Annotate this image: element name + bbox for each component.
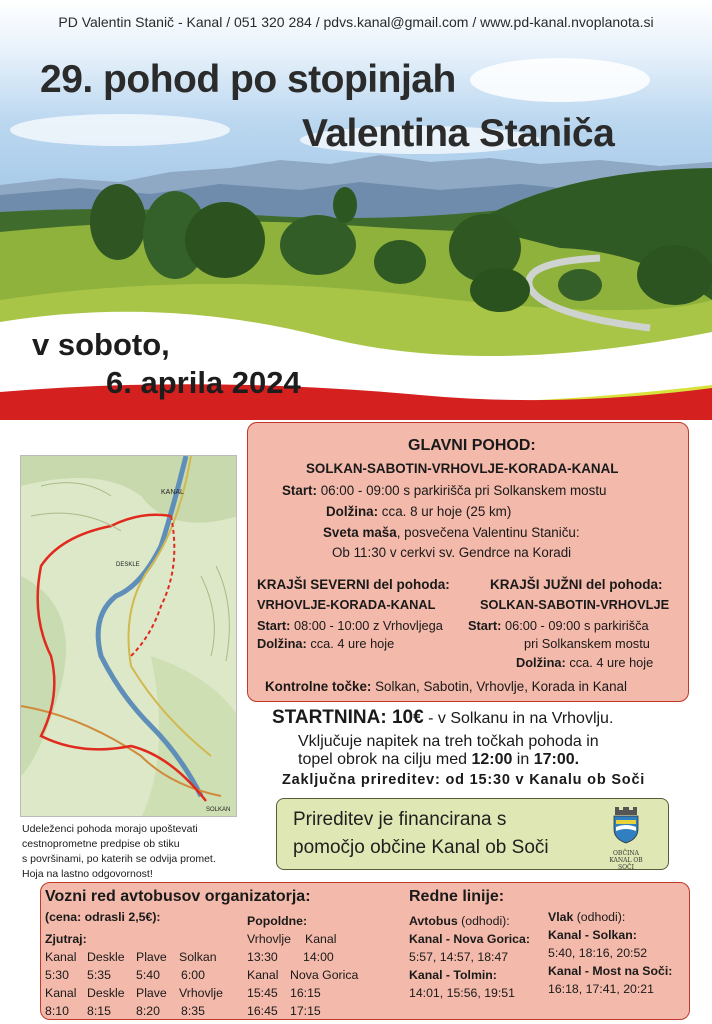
crest-caption-line2: KANAL OB SOČI (609, 857, 643, 871)
morning-label: Zjutraj: (45, 932, 87, 946)
south-route-path: SOLKAN-SABOTIN-VRHOVLJE (480, 597, 670, 612)
event-title-line1: 29. pohod po stopinjah (40, 58, 456, 101)
south-route-length: Dolžina: cca. 4 ure hoje (516, 655, 654, 670)
bus-schedule-box (40, 882, 690, 1020)
train-route-most: Kanal - Most na Soči: (548, 964, 673, 978)
bus-times-nova-gorica: 5:57, 14:57, 18:47 (409, 950, 509, 964)
afternoon-cell: Vrhovlje (247, 932, 291, 946)
train-times-solkan: 5:40, 18:16, 20:52 (548, 946, 648, 960)
route-map (20, 455, 237, 817)
organizer-bus-price: (cena: odrasli 2,5€): (45, 910, 161, 924)
morning-cell: Plave (136, 950, 167, 964)
main-route-mass-time: Ob 11:30 v cerkvi sv. Gendrce na Koradi (332, 545, 572, 560)
bus-label: Avtobus (odhodi): (409, 914, 510, 928)
morning-cell: Kanal (45, 950, 77, 964)
participant-note: Udeleženci pohoda morajo upoštevati cestnoprometne predpise ob stiku s površinami, po katerih se odvija promet. Hoja na lastno odgovornost! (22, 823, 216, 880)
south-route-start-place: pri Solkanskem mostu (524, 636, 650, 651)
morning-cell: Deskle (87, 986, 125, 1000)
afternoon-cell: 14:00 (303, 950, 334, 964)
afternoon-cell: 17:15 (290, 1004, 321, 1018)
map-label-solkan: SOLKAN (206, 807, 231, 813)
morning-cell: 5:30 (45, 968, 69, 982)
fee-includes: Vključuje napitek na treh točkah pohoda in (298, 733, 599, 750)
morning-cell: Deskle (87, 950, 125, 964)
checkpoints: Kontrolne točke: Solkan, Sabotin, Vrhovlje, Korada in Kanal (265, 679, 627, 694)
map-label-deskle: DESKLE (116, 562, 140, 568)
municipality-crest-icon (606, 805, 646, 871)
contact-line: PD Valentin Stanič - Kanal / 051 320 284 / pdvs.kanal@gmail.com / www.pd-kanal.nvoplanota.si (58, 14, 654, 30)
regular-lines-heading: Redne linije: (409, 888, 505, 905)
afternoon-cell: Nova Gorica (290, 968, 359, 982)
morning-cell: 8:10 (45, 1004, 69, 1018)
morning-cell: 6:00 (181, 968, 205, 982)
afternoon-cell: 13:30 (247, 950, 278, 964)
afternoon-cell: Kanal (305, 932, 337, 946)
funding-line2: pomočjo občine Kanal ob Soči (293, 837, 549, 858)
organizer-bus-heading: Vozni red avtobusov organizatorja: (45, 888, 311, 905)
closing-event: Zaključna prireditev: od 15:30 v Kanalu ob Soči (282, 772, 646, 788)
main-route-heading: GLAVNI POHOD: (408, 437, 536, 454)
train-route-solkan: Kanal - Solkan: (548, 928, 637, 942)
north-route-start: Start: 08:00 - 10:00 z Vrhovljega (257, 618, 443, 633)
morning-cell: 8:15 (87, 1004, 111, 1018)
entry-fee: STARTNINA: 10€ - v Solkanu in na Vrhovlju. (272, 707, 614, 728)
event-title-line2: Valentina Staniča (302, 112, 615, 155)
north-route-heading: KRAJŠI SEVERNI del pohoda: (257, 577, 450, 592)
morning-cell: 8:20 (136, 1004, 160, 1018)
bus-times-tolmin: 14:01, 15:56, 19:51 (409, 986, 515, 1000)
bus-route-tolmin: Kanal - Tolmin: (409, 968, 497, 982)
crest-shield (611, 805, 641, 845)
afternoon-cell: 16:45 (247, 1004, 278, 1018)
morning-cell: Solkan (179, 950, 217, 964)
afternoon-cell: 16:15 (290, 986, 321, 1000)
north-route-length: Dolžina: cca. 4 ure hoje (257, 636, 395, 651)
map-label-kanal: KANAL (161, 489, 184, 496)
map-drawing (21, 456, 237, 817)
morning-cell: Vrhovlje (179, 986, 223, 1000)
morning-cell: 5:40 (136, 968, 160, 982)
main-route-length: Dolžina: cca. 8 ur hoje (25 km) (326, 504, 512, 519)
morning-cell: Plave (136, 986, 167, 1000)
morning-cell: Kanal (45, 986, 77, 1000)
afternoon-cell: Kanal (247, 968, 279, 982)
south-route-heading: KRAJŠI JUŽNI del pohoda: (490, 577, 663, 592)
north-route-path: VRHOVLJE-KORADA-KANAL (257, 597, 436, 612)
south-route-start: Start: 06:00 - 09:00 s parkirišča (468, 618, 649, 633)
main-route-start: Start: 06:00 - 09:00 s parkirišča pri Solkanskem mostu (282, 483, 607, 498)
event-date-line1: v soboto, (32, 327, 170, 362)
funding-line1: Prireditev je financirana s (293, 809, 507, 830)
event-date-line2: 6. aprila 2024 (106, 365, 301, 400)
morning-cell: 5:35 (87, 968, 111, 982)
main-route-path: SOLKAN-SABOTIN-VRHOVLJE-KORADA-KANAL (306, 461, 619, 476)
funding-box (276, 798, 669, 870)
fee-meal: topel obrok na cilju med 12:00 in 17:00. (298, 751, 580, 768)
afternoon-cell: 15:45 (247, 986, 278, 1000)
route-info-box (247, 422, 689, 702)
bus-route-nova-gorica: Kanal - Nova Gorica: (409, 932, 530, 946)
main-route-mass: Sveta maša, posvečena Valentinu Staniču: (323, 525, 580, 540)
train-times-most: 16:18, 17:41, 20:21 (548, 982, 654, 996)
crest-caption-line1: OBČINA (613, 850, 639, 857)
afternoon-label: Popoldne: (247, 914, 308, 928)
train-label: Vlak (odhodi): (548, 910, 626, 924)
morning-cell: 8:35 (181, 1004, 205, 1018)
